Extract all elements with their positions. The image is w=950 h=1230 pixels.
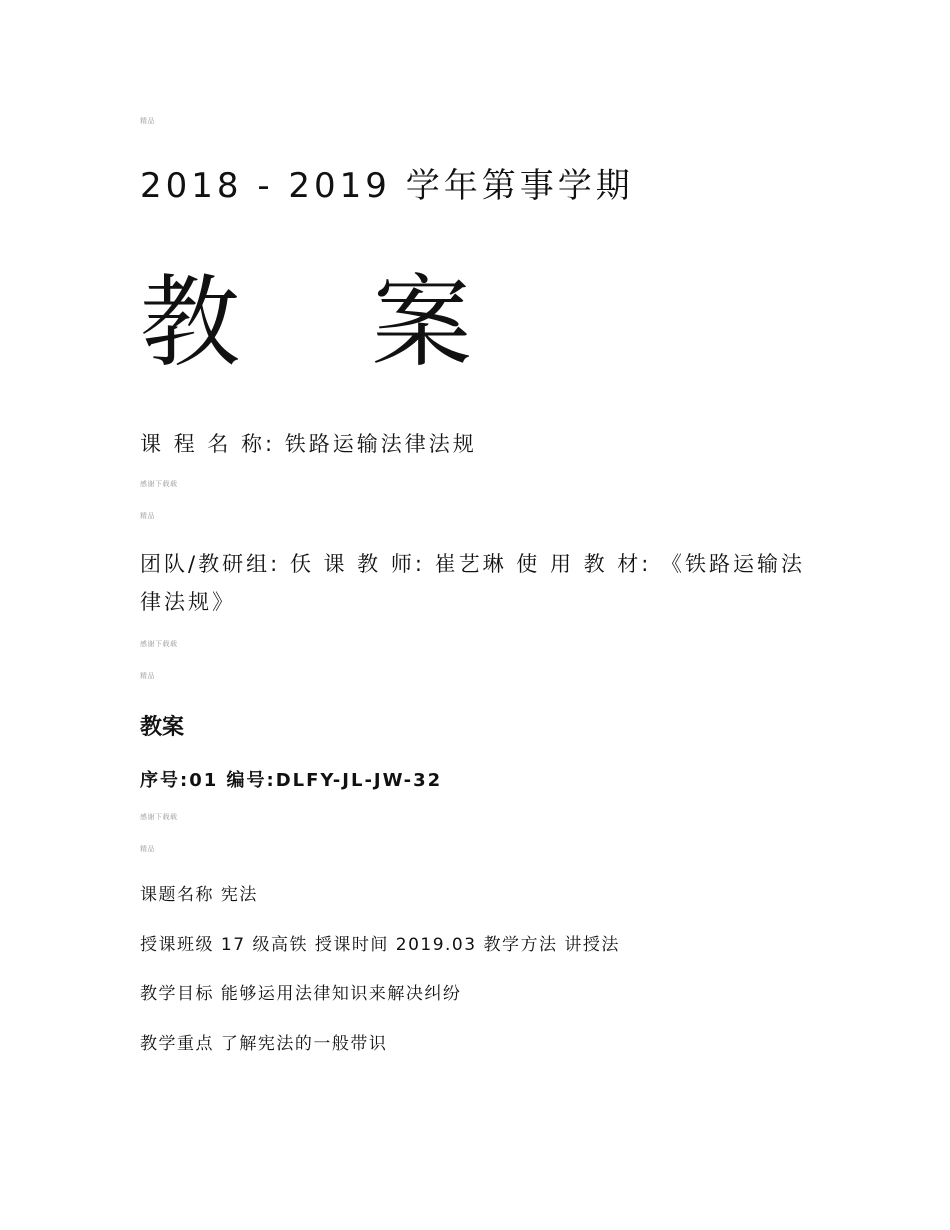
teaching-focus-line: 教学重点 了解宪法的一般带识 <box>140 1034 388 1054</box>
serial-number-line: 序号:01 编号:DLFY-JL-JW-32 <box>140 770 443 791</box>
watermark-bottom-2: 感谢下载载 <box>140 640 178 648</box>
teaching-goal-line: 教学目标 能够运用法律知识来解决纠纷 <box>140 984 462 1004</box>
watermark-bottom-1: 感谢下载载 <box>140 480 178 488</box>
team-teacher-textbook-line: 团队/教研组: 仸 课 教 师: 崔艺琳 使 用 教 材: 《铁路运输法律法规》 <box>140 552 806 614</box>
watermark-top-2: 精品 <box>140 512 155 520</box>
watermark-bottom-3: 感谢下载载 <box>140 813 178 821</box>
watermark-top-4: 精品 <box>140 845 155 853</box>
cover-title: 教 案 <box>140 264 522 381</box>
course-name-line: 课 程 名 称: 铁路运输法律法规 <box>140 432 477 456</box>
class-time-method-line: 授课班级 17 级高铁 授课时间 2019.03 教学方法 讲授法 <box>140 935 620 955</box>
topic-line: 课题名称 宪法 <box>140 885 258 905</box>
academic-year: 2018 - 2019 学年第事学期 <box>140 166 634 206</box>
watermark-top-1: 精品 <box>140 117 155 125</box>
watermark-top-3: 精品 <box>140 672 155 680</box>
lesson-heading: 教案 <box>140 715 185 740</box>
